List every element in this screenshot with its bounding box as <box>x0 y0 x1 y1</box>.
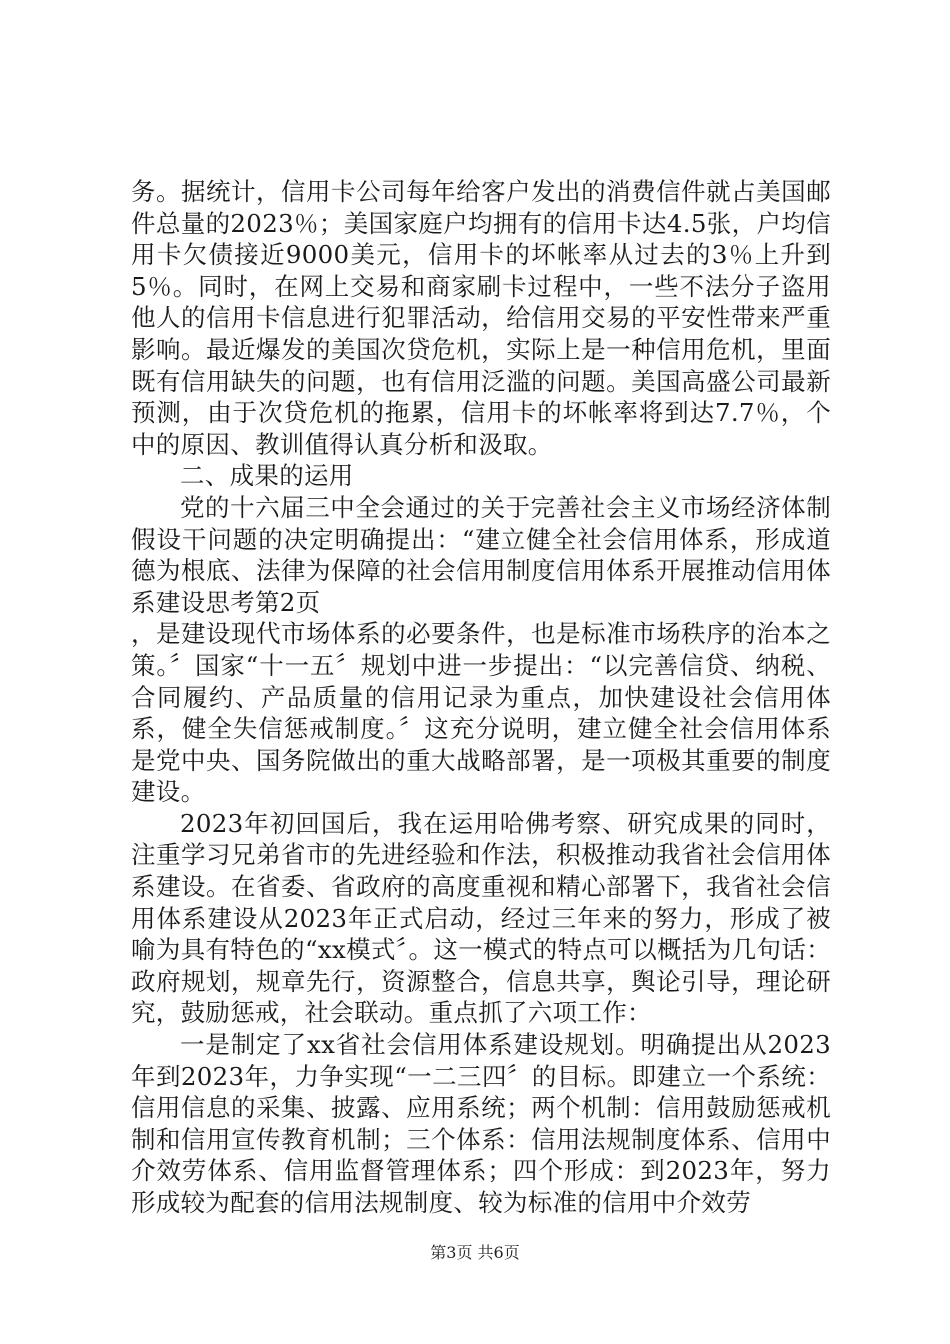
document-body <box>131 176 831 1219</box>
paragraph-market-system: ，是建设现代市场体系的必要条件，也是标准市场秩序的治本之策。〞国家“十一五〞规划中进一步提出：“以完善信贷、纳税、合同履约、产品质量的信用记录为重点，加快建设社会信用体系，健全失信惩戒制度。〞这充分说明，建立健全社会信用体系是党中央、国务院做出的重大战略部署，是一项极其重要的制度建设。 <box>131 619 831 807</box>
section-heading-results-application: 二、成果的运用 <box>180 461 354 491</box>
paragraph-party-decision: 党的十六届三中全会通过的关于完善社会主义市场经济体制假设干问题的决定明确提出：“建立健全社会信用体系，形成道德为根底、法律为保障的社会信用制度信用体系开展推动信用体系建设思考第2页 <box>131 492 832 617</box>
paragraph-xx-model: 2023年初回国后，我在运用哈佛考察、研究成果的同时，注重学习兄弟省市的先进经验和作法，积极推动我省社会信用体系建设。在省委、省政府的高度重视和精心部署下，我省社会信用体系建设从2023年正式启动，经过三年来的努力，形成了被喻为具有特色的“xx模式〞。这一模式的特点可以概括为几句话：政府规划，规章先行，资源整合，信息共享，舆论引导，理论研究，鼓励惩戒，社会联动。重点抓了六项工作： <box>131 808 831 1028</box>
paragraph-us-credit-statistics: 务。据统计，信用卡公司每年给客户发出的消费信件就占美国邮件总量的2023％；美国家庭户均拥有的信用卡达4.5张，户均信用卡欠债接近9000美元，信用卡的坏帐率从过去的3％上升到5％。同时，在网上交易和商家刷卡过程中，一些不法分子盗用他人的信用卡信息进行犯罪活动，给信用交易的平安性带来严重影响。最近爆发的美国次贷危机，实际上是一种信用危机，里面既有信用缺失的问题，也有信用泛滥的问题。美国高盛公司最新预测，由于次贷危机的拖累，信用卡的坏帐率将到达7.7％，个中的原因、教训值得认真分析和汲取。 <box>131 177 831 459</box>
paragraph-credit-plan: 一是制定了xx省社会信用体系建设规划。明确提出从2023年到2023年，力争实现“一二三四〞的目标。即建立一个系统：信用信息的采集、披露、应用系统；两个机制：信用鼓励惩戒机制和信用宣传教育机制；三个体系：信用法规制度体系、信用中介效劳体系、信用监督管理体系；四个形成：到2023年，努力形成较为配套的信用法规制度、较为标准的信用中介效劳 <box>131 1030 831 1217</box>
page-footer: 第3页 共6页 <box>430 1243 520 1262</box>
